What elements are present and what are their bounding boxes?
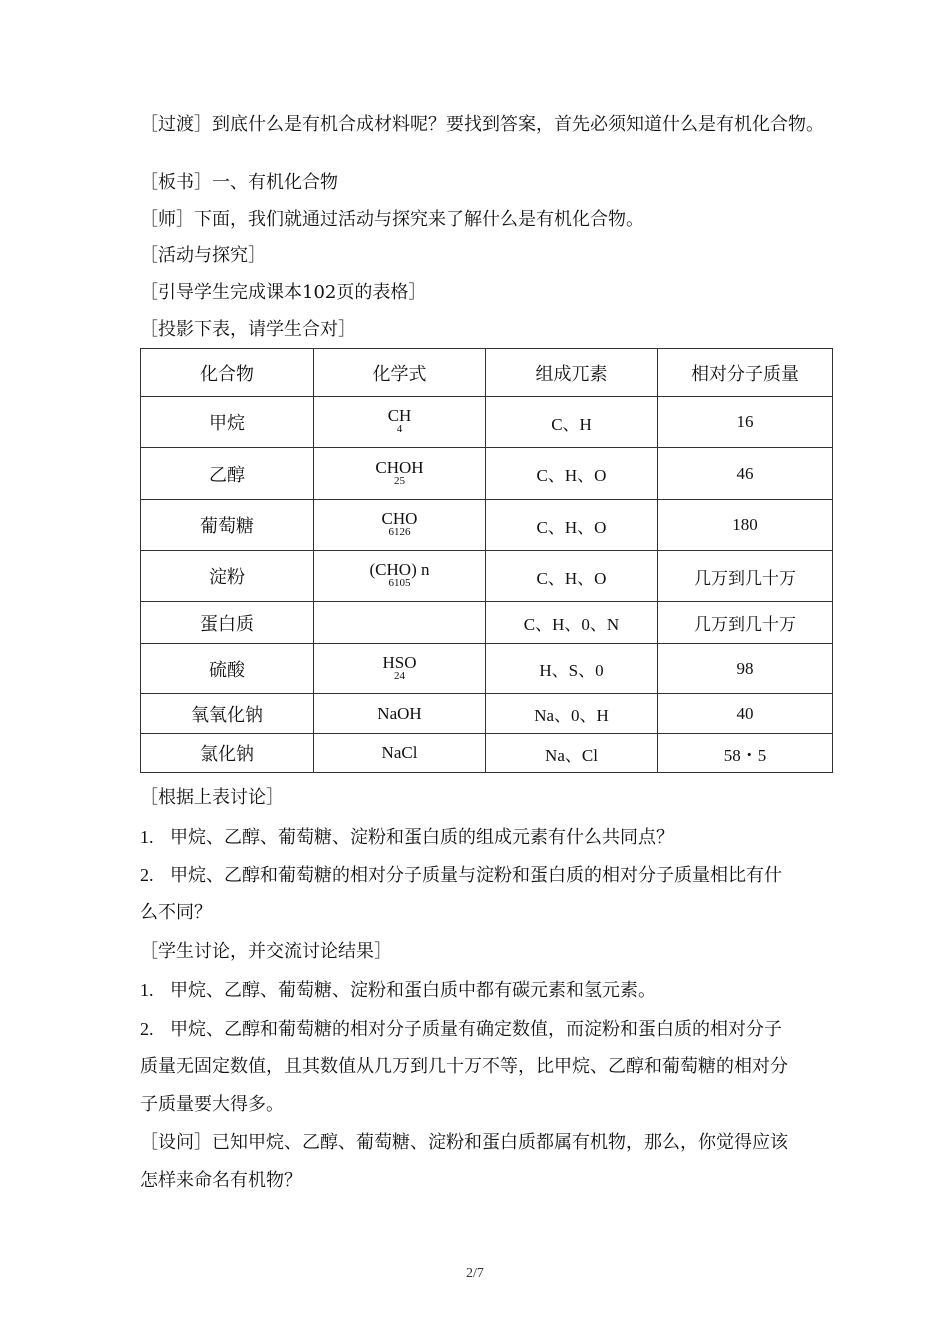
formula-subscript: 6126 (388, 526, 411, 538)
result-heading: ［学生讨论，并交流讨论结果］ (140, 941, 392, 962)
cell-formula: NaOH (314, 694, 486, 734)
cell-name: 甲烷 (141, 397, 314, 448)
cell-formula (314, 397, 486, 448)
formula-text: HSO (382, 652, 417, 672)
cell-formula (314, 644, 486, 694)
formula-subscript: 25 (393, 474, 405, 487)
table-row (141, 644, 833, 694)
formula-subscript: 4 (396, 423, 403, 435)
cell-name: 淀粉 (141, 551, 314, 602)
cell-elements: C、H、0、N (486, 602, 658, 644)
header-compound: 化合物 (141, 349, 314, 397)
table-row (141, 397, 833, 448)
formula-text: (CHO) n (369, 560, 430, 579)
table-row (141, 448, 833, 500)
formula-subscript: 24 (393, 669, 405, 682)
paragraph-teacher: ［师］下面，我们就通过活动与探究来了解什么是有机化合物。 (140, 209, 644, 230)
cell-elements: C、H (486, 397, 658, 448)
cell-elements: Na、0、H (486, 694, 658, 734)
cell-formula (314, 551, 486, 602)
question-1 (140, 826, 840, 849)
header-mass: 相对分子质量 (658, 349, 833, 397)
cell-name: 氧氧化钠 (141, 694, 314, 734)
cell-mass: 40 (658, 694, 833, 734)
cell-mass: 58・5 (658, 734, 833, 773)
page-number: 2/7 (466, 1266, 484, 1281)
cell-elements: C、H、O (486, 448, 658, 500)
cell-name: 氯化钠 (141, 734, 314, 773)
formula-subscript: 6105 (388, 577, 411, 589)
header-elements: 组成兀素 (486, 349, 658, 397)
paragraph-projection: ［投影下表，请学生合对］ (140, 319, 356, 340)
answer-1 (140, 979, 840, 1002)
cell-elements: Na、Cl (486, 734, 658, 773)
paragraph-transition: ［过渡］到底什么是有机合成材料呢？要找到答案，首先必须知道什么是有机化合物。 (140, 114, 824, 135)
paragraph-blackboard: ［板书］一、有机化合物 (140, 172, 338, 193)
answer-2 (140, 1018, 840, 1041)
cell-mass: 180 (658, 500, 833, 551)
formula-text: CHO (381, 509, 418, 528)
answer-2-text: 甲烷、乙醇和葡萄糖的相对分子质量有确定数值，而淀粉和蛋白质的相对分子 (170, 1019, 782, 1040)
cell-mass: 几万到几十万 (658, 551, 833, 602)
question-2-continued: 么不同？ (140, 902, 212, 923)
cell-mass: 几万到几十万 (658, 602, 833, 644)
cell-formula (314, 448, 486, 500)
question-2 (140, 864, 840, 887)
question-2-number: 2. (140, 865, 154, 885)
discussion-heading: ［根据上表讨论］ (140, 787, 284, 808)
answer-1-number: 1. (140, 980, 154, 1000)
cell-elements: C、H、O (486, 551, 658, 602)
cell-mass: 16 (658, 397, 833, 448)
cell-name: 硫酸 (141, 644, 314, 694)
cell-elements: C、H、O (486, 500, 658, 551)
paragraph-activity: ［活动与探究］ (140, 245, 266, 266)
cell-formula (314, 500, 486, 551)
set-question-continued: 怎样来命名有机物？ (140, 1170, 302, 1191)
table-row (141, 602, 833, 644)
question-1-text: 甲烷、乙醇、葡萄糖、淀粉和蛋白质的组成元素有什么共同点？ (170, 827, 674, 848)
answer-2-line-2: 质量无固定数值，且其数值从几万到几十万不等，比甲烷、乙醇和葡萄糖的相对分 (140, 1056, 788, 1077)
question-1-number: 1. (140, 827, 154, 847)
formula-text: CHOH (375, 457, 424, 477)
table-row (141, 500, 833, 551)
table-row (141, 734, 833, 773)
question-2-text: 甲烷、乙醇和葡萄糖的相对分子质量与淀粉和蛋白质的相对分子质量相比有什 (170, 865, 782, 886)
cell-name: 乙醇 (141, 448, 314, 500)
cell-mass: 98 (658, 644, 833, 694)
paragraph-guide: ［引导学生完成课本102页的表格］ (140, 282, 427, 303)
cell-formula: NaCl (314, 734, 486, 773)
answer-1-text: 甲烷、乙醇、葡萄糖、淀粉和蛋白质中都有碳元素和氢元素。 (170, 980, 656, 1001)
cell-formula (314, 602, 486, 644)
cell-mass: 46 (658, 448, 833, 500)
table-header-row (141, 349, 833, 397)
formula-text: CH (387, 406, 412, 425)
table-row (141, 694, 833, 734)
answer-2-line-3: 子质量要大得多。 (140, 1094, 284, 1115)
table-row (141, 551, 833, 602)
cell-elements: H、S、0 (486, 644, 658, 694)
header-formula: 化学式 (314, 349, 486, 397)
cell-name: 葡萄糖 (141, 500, 314, 551)
compound-table (140, 348, 833, 773)
answer-2-number: 2. (140, 1019, 154, 1039)
set-question: ［设问］已知甲烷、乙醇、葡萄糖、淀粉和蛋白质都属有机物，那么，你觉得应该 (140, 1132, 788, 1153)
cell-name: 蛋白质 (141, 602, 314, 644)
